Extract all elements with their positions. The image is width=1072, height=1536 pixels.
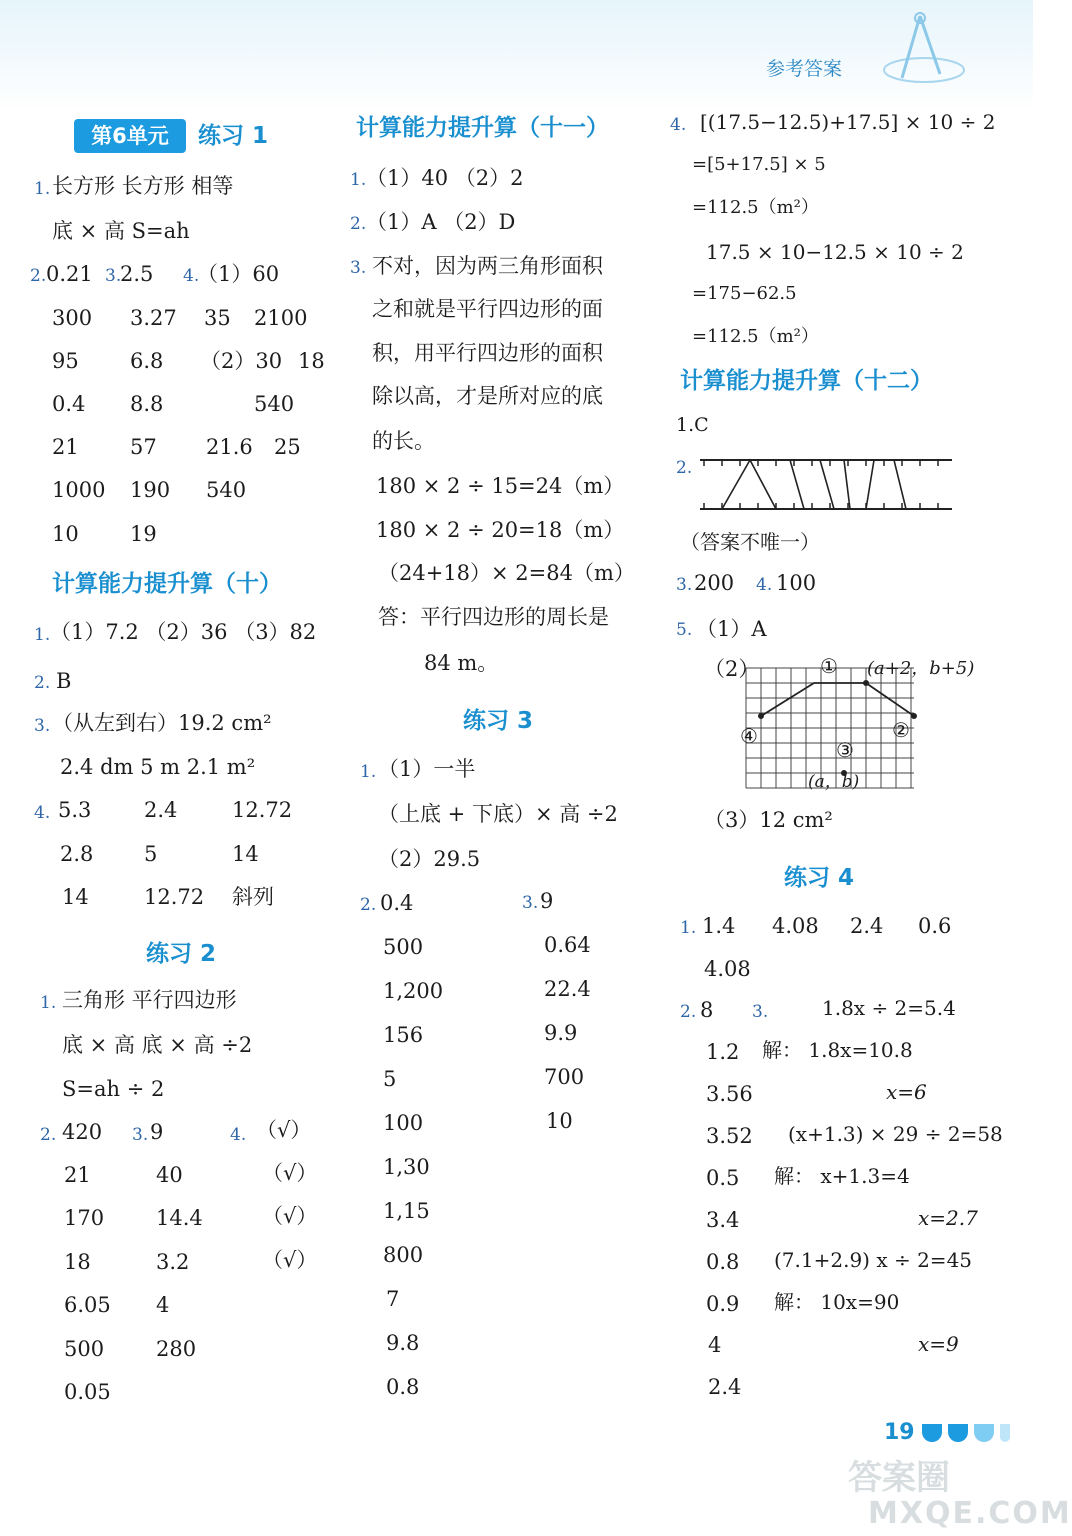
cell: 9.9 xyxy=(544,1021,578,1045)
cell: 0.4 xyxy=(380,891,414,915)
point-top xyxy=(863,680,869,686)
equation-line: x=9 xyxy=(918,1332,959,1356)
calc-line: =[5+17.5] × 5 xyxy=(692,154,826,175)
cell: 9.8 xyxy=(386,1331,420,1355)
exercise-3-title: 练习 3 xyxy=(463,708,534,734)
answer-line: （1）7.2 （2）36 （3）82 xyxy=(50,620,317,644)
cell: 6.8 xyxy=(130,349,164,373)
cell: 2.4 xyxy=(144,798,178,822)
cell: 40 xyxy=(156,1163,183,1187)
cell: 2.4 xyxy=(850,914,884,938)
q-number: 2. xyxy=(40,1125,57,1145)
cell: 22.4 xyxy=(544,977,591,1001)
cell: 2100 xyxy=(254,306,308,330)
answer-line: （1）40 （2）2 xyxy=(366,166,524,190)
cell: 7 xyxy=(386,1287,400,1311)
compass-icon xyxy=(876,8,966,88)
cell: 4 xyxy=(708,1333,722,1357)
cell: （2）30 xyxy=(200,349,283,373)
cell: 540 xyxy=(206,478,247,502)
q-number: 4. xyxy=(670,115,687,135)
point-left xyxy=(758,713,764,719)
cell: 1.4 xyxy=(702,914,736,938)
cell: 21 xyxy=(52,435,79,459)
answer-text: 的长。 xyxy=(372,429,435,453)
decorative-dot-icon xyxy=(948,1424,968,1442)
cell: 0.8 xyxy=(706,1250,740,1274)
cell: 4 xyxy=(156,1293,170,1317)
q-number: 3. xyxy=(34,716,51,736)
answer-value: 100 xyxy=(776,571,817,595)
exercise-1-title: 练习 1 xyxy=(198,123,269,149)
cell: 156 xyxy=(383,1023,424,1047)
cell: 170 xyxy=(64,1206,105,1230)
q-number: 5. xyxy=(676,620,693,640)
cell: （√） xyxy=(256,1118,312,1142)
watermark-logo: 答案圈 xyxy=(848,1458,950,1498)
cell: 8 xyxy=(700,998,714,1022)
calc-line: =112.5（m²） xyxy=(692,326,819,347)
cell: 4.08 xyxy=(704,957,751,981)
equation-line: x=2.7 xyxy=(918,1206,978,1230)
cell: 35 xyxy=(204,306,231,330)
calc-line: 180 × 2 ÷ 20=18（m） xyxy=(376,518,625,542)
q-number: 3. xyxy=(752,1002,769,1022)
q-number: 2. xyxy=(30,266,47,286)
q-number: 2. xyxy=(360,895,377,915)
q-number: 1. xyxy=(34,625,51,645)
cell: 9 xyxy=(540,889,554,913)
answer-text: 之和就是平行四边形的面 xyxy=(372,297,603,321)
calc-line: （24+18）× 2=84（m） xyxy=(378,561,635,585)
decorative-dot-icon xyxy=(974,1424,994,1442)
answer-text: 积，用平行四边形的面积 xyxy=(372,341,603,365)
q-number: 2. xyxy=(34,673,51,693)
cell: 9 xyxy=(150,1120,164,1144)
cell: 57 xyxy=(130,435,157,459)
answer-text: 84 m。 xyxy=(424,651,499,675)
answer-line: （2）29.5 xyxy=(378,847,481,871)
answer-text: 答：平行四边形的周长是 xyxy=(378,605,609,629)
calc-12-title: 计算能力提升算（十二） xyxy=(680,368,933,394)
answer-line: （1）A （2）D xyxy=(366,210,516,234)
cell: 14.4 xyxy=(156,1206,203,1230)
cell: 300 xyxy=(52,306,93,330)
answer-note: （答案不唯一） xyxy=(680,530,820,554)
cell: 10 xyxy=(52,522,79,546)
cell: 19 xyxy=(130,522,157,546)
q-number: 1. xyxy=(360,762,377,782)
cell: （√） xyxy=(262,1248,318,1272)
q-number: 1. xyxy=(34,179,51,199)
cell: 5 xyxy=(383,1067,397,1091)
answer-value: 200 xyxy=(694,571,735,595)
cell: 12.72 xyxy=(232,798,293,822)
answer-line: 底 × 高 S=ah xyxy=(52,219,190,243)
cell: 14 xyxy=(62,885,89,909)
watermark-url: MXQE.COM xyxy=(868,1496,1072,1531)
grid-label-4: ④ xyxy=(740,724,758,748)
q-number: 1. xyxy=(40,993,57,1013)
cell: 21 xyxy=(64,1163,91,1187)
cell: 100 xyxy=(383,1111,424,1135)
cell: 5.3 xyxy=(58,798,92,822)
cell: 0.8 xyxy=(386,1375,420,1399)
answer-line: S=ah ÷ 2 xyxy=(62,1077,165,1101)
answer-line: 2.4 dm 5 m 2.1 m² xyxy=(60,755,256,779)
answer-line: （1）一半 xyxy=(378,757,476,781)
calc-11-title: 计算能力提升算（十一） xyxy=(356,115,609,141)
q-number: 2. xyxy=(676,458,693,478)
cell: 1,15 xyxy=(383,1199,430,1223)
decorative-dot-icon xyxy=(1000,1424,1010,1442)
cell: 6.05 xyxy=(64,1293,111,1317)
equation-line: 解： 10x=90 xyxy=(774,1290,900,1314)
answer-line: （3）12 cm² xyxy=(704,808,833,832)
cell: 0.5 xyxy=(706,1166,740,1190)
answer-text: 除以高，才是所对应的底 xyxy=(372,384,603,408)
calc-line: =112.5（m²） xyxy=(692,197,819,218)
exercise-2-title: 练习 2 xyxy=(146,941,217,967)
cell: 3.27 xyxy=(130,306,177,330)
equation-line: 1.8x ÷ 2=5.4 xyxy=(822,996,956,1020)
grid-label-1: ① xyxy=(820,654,838,678)
cell: 1.2 xyxy=(706,1040,740,1064)
calc-line: 17.5 × 10−12.5 × 10 ÷ 2 xyxy=(706,240,964,264)
cell: 斜列 xyxy=(232,885,274,909)
cell: 14 xyxy=(232,842,259,866)
q-number: 3. xyxy=(105,266,122,286)
answer-value: B xyxy=(56,669,72,693)
q-number: 4. xyxy=(230,1125,247,1145)
grid-lines xyxy=(746,668,914,788)
calc-10-title: 计算能力提升算（十） xyxy=(52,571,282,597)
grid-label-3: ③ xyxy=(836,738,854,762)
cell: 700 xyxy=(544,1065,585,1089)
cell: 500 xyxy=(383,935,424,959)
answer-line: （上底 + 下底）× 高 ÷2 xyxy=(378,802,618,826)
cell: 5 xyxy=(144,842,158,866)
cell: 1,200 xyxy=(383,979,444,1003)
q-number: 2. xyxy=(680,1002,697,1022)
q-number: 4. xyxy=(183,266,200,286)
decorative-dot-icon xyxy=(922,1424,942,1442)
cell: （√） xyxy=(262,1161,318,1185)
answer-key-title: 参考答案 xyxy=(766,58,843,80)
trapezoid-shapes xyxy=(722,460,906,509)
cell: 1000 xyxy=(52,478,106,502)
cell: （√） xyxy=(262,1204,318,1228)
q-number: 2. xyxy=(350,214,367,234)
cell: 0.9 xyxy=(706,1292,740,1316)
equation-line: (7.1+2.9) x ÷ 2=45 xyxy=(774,1248,973,1272)
cell: 3.56 xyxy=(706,1082,753,1106)
q-number: 4. xyxy=(34,803,51,823)
answer-line: 底 × 高 底 × 高 ÷2 xyxy=(62,1033,253,1057)
answer-line: （2） xyxy=(704,657,760,681)
cell: 12.72 xyxy=(144,885,205,909)
q-number: 4. xyxy=(756,575,773,595)
cell: 3.2 xyxy=(156,1250,190,1274)
q-number: 3. xyxy=(522,893,539,913)
equation-line: (x+1.3) × 29 ÷ 2=58 xyxy=(788,1122,1003,1146)
answer-line: 长方形 长方形 相等 xyxy=(52,174,234,198)
exercise-4-title: 练习 4 xyxy=(784,865,855,891)
cell: 21.6 xyxy=(206,435,253,459)
cell: 0.4 xyxy=(52,392,86,416)
equation-line: x=6 xyxy=(886,1080,927,1104)
cell: 18 xyxy=(64,1250,91,1274)
cell: 0.6 xyxy=(918,914,952,938)
grid-label-2: ② xyxy=(892,718,910,742)
answer-line: 三角形 平行四边形 xyxy=(62,988,237,1012)
cell: 3.52 xyxy=(706,1124,753,1148)
cell: 4.08 xyxy=(772,914,819,938)
cell: 280 xyxy=(156,1337,197,1361)
cell: 1,30 xyxy=(383,1155,430,1179)
unit-badge: 第6单元 xyxy=(74,119,186,153)
trapezoid-outline xyxy=(761,683,914,716)
cell: 18 xyxy=(298,349,325,373)
answer-value: （1）60 xyxy=(197,262,280,286)
grid-label-top-point: (a+2，b+5) xyxy=(867,658,975,679)
page-number: 19 xyxy=(884,1420,915,1445)
answer-line: （从左到右）19.2 cm² xyxy=(52,711,272,735)
ruler-ticks xyxy=(704,460,938,509)
equation-line: 解： 1.8x=10.8 xyxy=(762,1038,913,1062)
calc-line: 180 × 2 ÷ 15=24（m） xyxy=(376,474,625,498)
cell: 2.4 xyxy=(708,1375,742,1399)
cell: 540 xyxy=(254,392,295,416)
q-number: 3. xyxy=(676,575,693,595)
cell: 800 xyxy=(383,1243,424,1267)
cell: 8.8 xyxy=(130,392,164,416)
cell: 2.8 xyxy=(60,842,94,866)
cell: 500 xyxy=(64,1337,105,1361)
calc-line: [(17.5−12.5)+17.5] × 10 ÷ 2 xyxy=(700,110,996,134)
cell: 25 xyxy=(274,435,301,459)
answer-value: 0.21 xyxy=(46,262,93,286)
q-number: 1. xyxy=(350,170,367,190)
cell: 420 xyxy=(62,1120,103,1144)
cell: 10 xyxy=(546,1109,573,1133)
calc-line: =175−62.5 xyxy=(692,283,797,304)
cell: 0.05 xyxy=(64,1380,111,1404)
trapezoid-figure xyxy=(694,452,956,518)
cell: 0.64 xyxy=(544,933,591,957)
cell: 95 xyxy=(52,349,79,373)
point-right xyxy=(911,713,917,719)
cell: 3.4 xyxy=(706,1208,740,1232)
answer-text: 不对，因为两三角形面积 xyxy=(372,254,603,278)
q-number: 3. xyxy=(132,1125,149,1145)
answer-line: （1）A xyxy=(696,617,767,641)
equation-line: 解： x+1.3=4 xyxy=(774,1164,910,1188)
q-number: 1. xyxy=(680,918,697,938)
q-number: 3. xyxy=(350,258,367,278)
cell: 190 xyxy=(130,478,171,502)
answer-line: 1.C xyxy=(676,414,709,436)
answer-value: 2.5 xyxy=(120,262,154,286)
grid-label-bottom-point: (a，b) xyxy=(808,772,860,792)
